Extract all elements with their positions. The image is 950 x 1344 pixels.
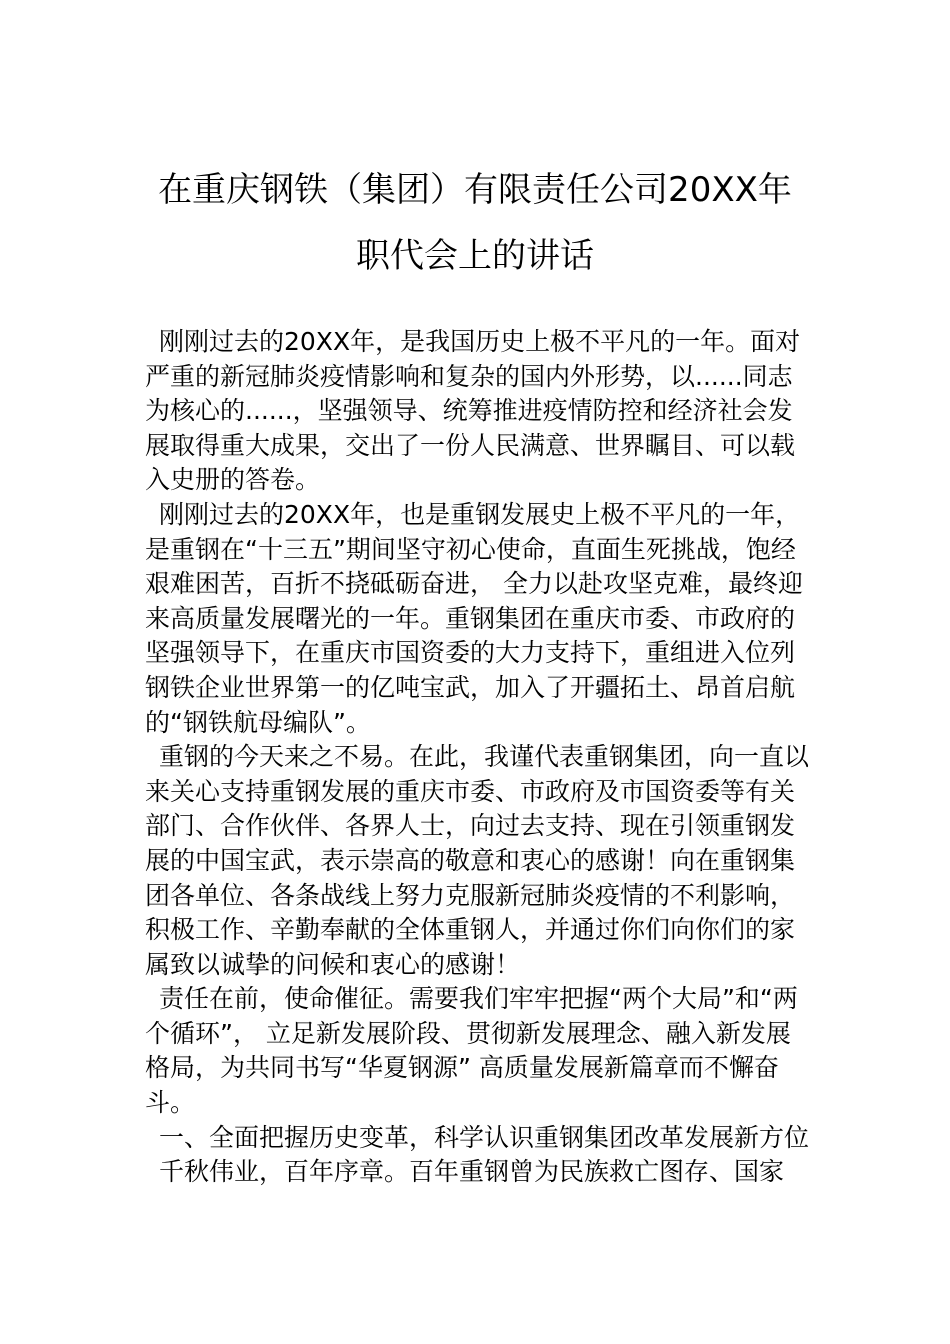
paragraph-1: 刚刚过去的20XX年，是我国历史上极不平凡的一年。面对严重的新冠肺炎疫情影响和复杂的国内外形势，以......同志为核心的......，坚强领导、统筹推进疫情防控和经济社会发展取得重大成果，交出了一份人民满意、世界瞩目、可以载入史册的答卷。 [145,327,801,495]
paragraph-4: 责任在前，使命催征。需要我们牢牢把握“两个大局”和“两个循环”， 立足新发展阶段、贯彻新发展理念、融入新发展格局，为共同书写“华夏钢源” 高质量发展新篇章而不懈奋斗。 [145,984,798,1118]
document-title-line-2: 职代会上的讲话 [356,236,594,276]
paragraph-5: 千秋伟业，百年序章。百年重钢曾为民族救亡图存、国家 [159,1157,785,1187]
paragraph-3: 重钢的今天来之不易。在此，我谨代表重钢集团，向一直以来关心支持重钢发展的重庆市委、市政府及市国资委等有关部门、合作伙伴、各界人士，向过去支持、现在引领重钢发展的中国宝武，表示崇高的敬意和衷心的感谢！向在重钢集团各单位、各条战线上努力克服新冠肺炎疫情的不利影响，积极工作、辛勤奉献的全体重钢人，并通过你们向你们的家属致以诚挚的问候和衷心的感谢！ [145,742,810,979]
paragraph-2: 刚刚过去的20XX年，也是重钢发展史上极不平凡的一年，是重钢在“十三五”期间坚守初心使命，直面生死挑战，饱经艰难困苦，百折不挠砥砺奋进， 全力以赴攻坚克难，最终迎来高质量发展曙光的一年。重钢集团在重庆市委、市政府的坚强领导下，在重庆市国资委的大力支持下，重组进入位列钢铁企业世界第一的亿吨宝武，加入了开疆拓土、昂首启航的“钢铁航母编队”。 [145,499,803,737]
section-heading: 一、全面把握历史变革，科学认识重钢集团改革发展新方位 [159,1122,810,1152]
document-title-line-1: 在重庆钢铁（集团）有限责任公司20XX年 [158,170,792,210]
document-body [145,325,813,1190]
